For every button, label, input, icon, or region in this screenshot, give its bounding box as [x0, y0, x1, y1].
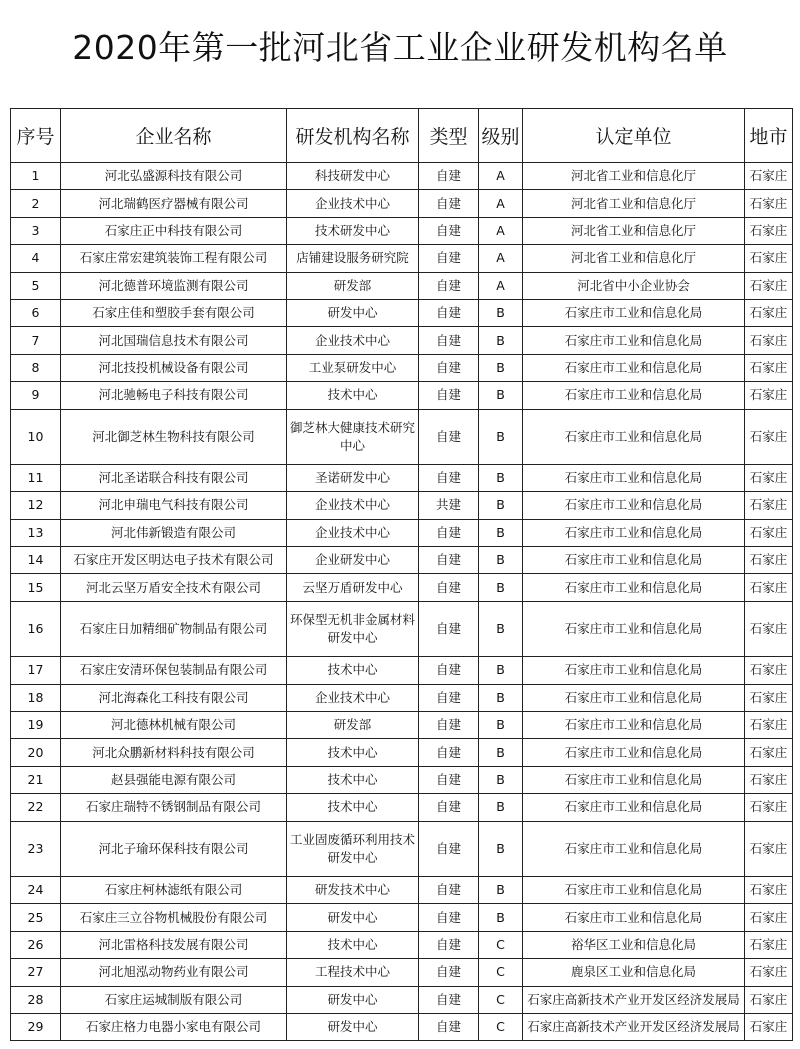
table-row: [11, 986, 793, 1013]
cell-institution: 技术中心: [287, 766, 419, 793]
cell-unit: 石家庄市工业和信息化局: [523, 712, 745, 739]
cell-no: 9: [11, 382, 61, 409]
cell-company: 石家庄日加精细矿物制品有限公司: [61, 601, 287, 656]
cell-institution: 研发中心: [287, 1013, 419, 1040]
table-row: [11, 684, 793, 711]
cell-type: 自建: [419, 931, 479, 958]
table-row: [11, 657, 793, 684]
table-row: [11, 327, 793, 354]
cell-level: B: [479, 794, 523, 821]
cell-type: 自建: [419, 163, 479, 190]
cell-institution: 圣诺研发中心: [287, 464, 419, 491]
cell-city: 石家庄: [745, 821, 793, 876]
cell-city: 石家庄: [745, 163, 793, 190]
cell-no: 23: [11, 821, 61, 876]
cell-city: 石家庄: [745, 464, 793, 491]
cell-city: 石家庄: [745, 547, 793, 574]
header-city: 地市: [745, 109, 793, 163]
cell-unit: 鹿泉区工业和信息化局: [523, 959, 745, 986]
cell-level: C: [479, 931, 523, 958]
cell-company: 石家庄正中科技有限公司: [61, 217, 287, 244]
table-row: [11, 519, 793, 546]
cell-type: 自建: [419, 959, 479, 986]
cell-type: 自建: [419, 519, 479, 546]
cell-company: 石家庄开发区明达电子技术有限公司: [61, 547, 287, 574]
cell-type: 自建: [419, 245, 479, 272]
cell-unit: 石家庄市工业和信息化局: [523, 657, 745, 684]
cell-institution: 工程技术中心: [287, 959, 419, 986]
cell-no: 20: [11, 739, 61, 766]
cell-unit: 河北省中小企业协会: [523, 272, 745, 299]
cell-unit: 河北省工业和信息化厅: [523, 245, 745, 272]
cell-institution: 技术中心: [287, 794, 419, 821]
cell-no: 17: [11, 657, 61, 684]
cell-level: A: [479, 190, 523, 217]
header-unit: 认定单位: [523, 109, 745, 163]
table-row: [11, 163, 793, 190]
cell-unit: 石家庄市工业和信息化局: [523, 547, 745, 574]
cell-no: 7: [11, 327, 61, 354]
cell-unit: 石家庄市工业和信息化局: [523, 464, 745, 491]
cell-no: 21: [11, 766, 61, 793]
cell-institution: 企业技术中心: [287, 519, 419, 546]
cell-level: C: [479, 986, 523, 1013]
cell-level: B: [479, 354, 523, 381]
cell-institution: 御芝林大健康技术研究中心: [287, 409, 419, 464]
cell-no: 25: [11, 904, 61, 931]
table-row: [11, 959, 793, 986]
cell-no: 6: [11, 299, 61, 326]
cell-level: B: [479, 299, 523, 326]
cell-type: 自建: [419, 904, 479, 931]
cell-level: B: [479, 684, 523, 711]
cell-level: B: [479, 904, 523, 931]
cell-company: 石家庄佳和塑胶手套有限公司: [61, 299, 287, 326]
cell-level: B: [479, 382, 523, 409]
table-row: [11, 217, 793, 244]
cell-company: 河北国瑞信息技术有限公司: [61, 327, 287, 354]
cell-city: 石家庄: [745, 272, 793, 299]
cell-level: B: [479, 739, 523, 766]
cell-city: 石家庄: [745, 382, 793, 409]
cell-type: 自建: [419, 464, 479, 491]
cell-type: 自建: [419, 739, 479, 766]
cell-unit: 石家庄市工业和信息化局: [523, 299, 745, 326]
cell-type: 自建: [419, 601, 479, 656]
cell-unit: 石家庄市工业和信息化局: [523, 739, 745, 766]
cell-unit: 石家庄市工业和信息化局: [523, 766, 745, 793]
cell-level: B: [479, 492, 523, 519]
header-type: 类型: [419, 109, 479, 163]
cell-unit: 石家庄市工业和信息化局: [523, 492, 745, 519]
cell-type: 自建: [419, 986, 479, 1013]
cell-city: 石家庄: [745, 904, 793, 931]
cell-no: 12: [11, 492, 61, 519]
cell-no: 26: [11, 931, 61, 958]
cell-type: 自建: [419, 299, 479, 326]
cell-level: B: [479, 821, 523, 876]
table-row: [11, 766, 793, 793]
cell-type: 自建: [419, 354, 479, 381]
cell-unit: 石家庄高新技术产业开发区经济发展局: [523, 1013, 745, 1040]
cell-institution: 研发部: [287, 712, 419, 739]
cell-city: 石家庄: [745, 190, 793, 217]
cell-type: 自建: [419, 821, 479, 876]
cell-unit: 石家庄市工业和信息化局: [523, 574, 745, 601]
table-row: [11, 794, 793, 821]
cell-city: 石家庄: [745, 1013, 793, 1040]
cell-city: 石家庄: [745, 217, 793, 244]
cell-company: 河北御芝林生物科技有限公司: [61, 409, 287, 464]
cell-unit: 河北省工业和信息化厅: [523, 190, 745, 217]
cell-type: 自建: [419, 684, 479, 711]
cell-level: B: [479, 876, 523, 903]
cell-type: 自建: [419, 272, 479, 299]
cell-city: 石家庄: [745, 766, 793, 793]
cell-no: 11: [11, 464, 61, 491]
cell-level: A: [479, 245, 523, 272]
cell-company: 河北德林机械有限公司: [61, 712, 287, 739]
cell-institution: 店铺建设服务研究院: [287, 245, 419, 272]
cell-institution: 环保型无机非金属材料研发中心: [287, 601, 419, 656]
cell-type: 自建: [419, 712, 479, 739]
cell-city: 石家庄: [745, 712, 793, 739]
cell-institution: 技术中心: [287, 382, 419, 409]
table-header-row: [11, 109, 793, 163]
table-row: [11, 409, 793, 464]
cell-company: 河北技投机械设备有限公司: [61, 354, 287, 381]
table-row: [11, 574, 793, 601]
cell-institution: 工业泵研发中心: [287, 354, 419, 381]
table-row: [11, 904, 793, 931]
cell-type: 自建: [419, 794, 479, 821]
table-row: [11, 190, 793, 217]
table-row: [11, 272, 793, 299]
cell-company: 河北瑞鹤医疗器械有限公司: [61, 190, 287, 217]
cell-no: 14: [11, 547, 61, 574]
cell-unit: 石家庄市工业和信息化局: [523, 354, 745, 381]
table-row: [11, 492, 793, 519]
cell-unit: 石家庄市工业和信息化局: [523, 382, 745, 409]
cell-type: 自建: [419, 766, 479, 793]
cell-company: 石家庄柯林滤纸有限公司: [61, 876, 287, 903]
cell-city: 石家庄: [745, 245, 793, 272]
cell-unit: 裕华区工业和信息化局: [523, 931, 745, 958]
cell-institution: 技术研发中心: [287, 217, 419, 244]
cell-company: 河北伟新锻造有限公司: [61, 519, 287, 546]
cell-company: 赵县强能电源有限公司: [61, 766, 287, 793]
cell-unit: 石家庄市工业和信息化局: [523, 684, 745, 711]
table-row: [11, 821, 793, 876]
cell-institution: 技术中心: [287, 657, 419, 684]
cell-institution: 研发部: [287, 272, 419, 299]
cell-city: 石家庄: [745, 354, 793, 381]
cell-no: 27: [11, 959, 61, 986]
header-company: 企业名称: [61, 109, 287, 163]
cell-company: 石家庄瑞特不锈钢制品有限公司: [61, 794, 287, 821]
cell-city: 石家庄: [745, 794, 793, 821]
cell-institution: 云坚万盾研发中心: [287, 574, 419, 601]
cell-level: B: [479, 712, 523, 739]
cell-no: 18: [11, 684, 61, 711]
cell-level: A: [479, 217, 523, 244]
cell-city: 石家庄: [745, 327, 793, 354]
cell-level: B: [479, 409, 523, 464]
cell-institution: 研发技术中心: [287, 876, 419, 903]
cell-level: B: [479, 601, 523, 656]
cell-unit: 石家庄市工业和信息化局: [523, 821, 745, 876]
cell-company: 河北申瑞电气科技有限公司: [61, 492, 287, 519]
cell-no: 28: [11, 986, 61, 1013]
table-row: [11, 931, 793, 958]
cell-type: 共建: [419, 492, 479, 519]
cell-institution: 企业研发中心: [287, 547, 419, 574]
cell-type: 自建: [419, 217, 479, 244]
cell-no: 19: [11, 712, 61, 739]
cell-no: 16: [11, 601, 61, 656]
cell-unit: 石家庄市工业和信息化局: [523, 327, 745, 354]
cell-no: 4: [11, 245, 61, 272]
cell-type: 自建: [419, 382, 479, 409]
cell-no: 15: [11, 574, 61, 601]
cell-company: 河北弘盛源科技有限公司: [61, 163, 287, 190]
header-level: 级别: [479, 109, 523, 163]
cell-type: 自建: [419, 547, 479, 574]
cell-institution: 企业技术中心: [287, 327, 419, 354]
cell-no: 2: [11, 190, 61, 217]
cell-company: 河北驰畅电子科技有限公司: [61, 382, 287, 409]
cell-company: 石家庄运城制版有限公司: [61, 986, 287, 1013]
cell-company: 河北云坚万盾安全技术有限公司: [61, 574, 287, 601]
cell-institution: 研发中心: [287, 986, 419, 1013]
cell-type: 自建: [419, 190, 479, 217]
cell-level: B: [479, 547, 523, 574]
table-row: [11, 601, 793, 656]
header-no: 序号: [11, 109, 61, 163]
cell-type: 自建: [419, 657, 479, 684]
cell-level: B: [479, 464, 523, 491]
table-row: [11, 739, 793, 766]
cell-company: 河北圣诺联合科技有限公司: [61, 464, 287, 491]
cell-unit: 石家庄市工业和信息化局: [523, 904, 745, 931]
cell-company: 河北子瑜环保科技有限公司: [61, 821, 287, 876]
table-row: [11, 299, 793, 326]
table-row: [11, 876, 793, 903]
page-title: 2020年第一批河北省工业企业研发机构名单: [72, 28, 728, 67]
cell-institution: 技术中心: [287, 931, 419, 958]
cell-institution: 科技研发中心: [287, 163, 419, 190]
cell-city: 石家庄: [745, 299, 793, 326]
cell-level: C: [479, 959, 523, 986]
cell-unit: 石家庄市工业和信息化局: [523, 601, 745, 656]
cell-city: 石家庄: [745, 959, 793, 986]
table-row: [11, 547, 793, 574]
cell-no: 22: [11, 794, 61, 821]
cell-unit: 河北省工业和信息化厅: [523, 163, 745, 190]
cell-company: 河北旭泓动物药业有限公司: [61, 959, 287, 986]
table-row: [11, 1013, 793, 1040]
cell-unit: 石家庄高新技术产业开发区经济发展局: [523, 986, 745, 1013]
cell-institution: 研发中心: [287, 299, 419, 326]
cell-type: 自建: [419, 327, 479, 354]
cell-city: 石家庄: [745, 739, 793, 766]
cell-level: B: [479, 766, 523, 793]
institution-table: [10, 108, 793, 1041]
cell-unit: 石家庄市工业和信息化局: [523, 876, 745, 903]
table-row: [11, 464, 793, 491]
cell-institution: 技术中心: [287, 739, 419, 766]
cell-no: 29: [11, 1013, 61, 1040]
cell-no: 8: [11, 354, 61, 381]
cell-type: 自建: [419, 409, 479, 464]
cell-company: 石家庄安清环保包装制品有限公司: [61, 657, 287, 684]
cell-company: 河北德普环境监测有限公司: [61, 272, 287, 299]
cell-type: 自建: [419, 876, 479, 903]
cell-city: 石家庄: [745, 986, 793, 1013]
cell-level: B: [479, 519, 523, 546]
cell-type: 自建: [419, 1013, 479, 1040]
table-row: [11, 354, 793, 381]
header-institution: 研发机构名称: [287, 109, 419, 163]
cell-institution: 企业技术中心: [287, 190, 419, 217]
cell-company: 河北海森化工科技有限公司: [61, 684, 287, 711]
cell-no: 3: [11, 217, 61, 244]
cell-city: 石家庄: [745, 601, 793, 656]
cell-no: 13: [11, 519, 61, 546]
table-row: [11, 245, 793, 272]
cell-company: 河北雷格科技发展有限公司: [61, 931, 287, 958]
cell-company: 石家庄格力电器小家电有限公司: [61, 1013, 287, 1040]
cell-level: B: [479, 574, 523, 601]
cell-city: 石家庄: [745, 684, 793, 711]
cell-no: 1: [11, 163, 61, 190]
cell-institution: 研发中心: [287, 904, 419, 931]
table-row: [11, 712, 793, 739]
table-row: [11, 382, 793, 409]
cell-company: 石家庄三立谷物机械股份有限公司: [61, 904, 287, 931]
cell-city: 石家庄: [745, 657, 793, 684]
cell-institution: 工业固废循环利用技术研发中心: [287, 821, 419, 876]
cell-no: 5: [11, 272, 61, 299]
cell-unit: 石家庄市工业和信息化局: [523, 409, 745, 464]
cell-company: 石家庄常宏建筑装饰工程有限公司: [61, 245, 287, 272]
cell-city: 石家庄: [745, 519, 793, 546]
cell-level: C: [479, 1013, 523, 1040]
cell-no: 10: [11, 409, 61, 464]
cell-unit: 石家庄市工业和信息化局: [523, 519, 745, 546]
cell-no: 24: [11, 876, 61, 903]
cell-level: A: [479, 163, 523, 190]
cell-level: A: [479, 272, 523, 299]
cell-level: B: [479, 657, 523, 684]
cell-city: 石家庄: [745, 876, 793, 903]
cell-company: 河北众鹏新材料科技有限公司: [61, 739, 287, 766]
cell-city: 石家庄: [745, 931, 793, 958]
cell-institution: 企业技术中心: [287, 492, 419, 519]
cell-city: 石家庄: [745, 574, 793, 601]
cell-unit: 石家庄市工业和信息化局: [523, 794, 745, 821]
cell-institution: 企业技术中心: [287, 684, 419, 711]
cell-level: B: [479, 327, 523, 354]
cell-type: 自建: [419, 574, 479, 601]
cell-city: 石家庄: [745, 492, 793, 519]
cell-city: 石家庄: [745, 409, 793, 464]
cell-unit: 河北省工业和信息化厅: [523, 217, 745, 244]
